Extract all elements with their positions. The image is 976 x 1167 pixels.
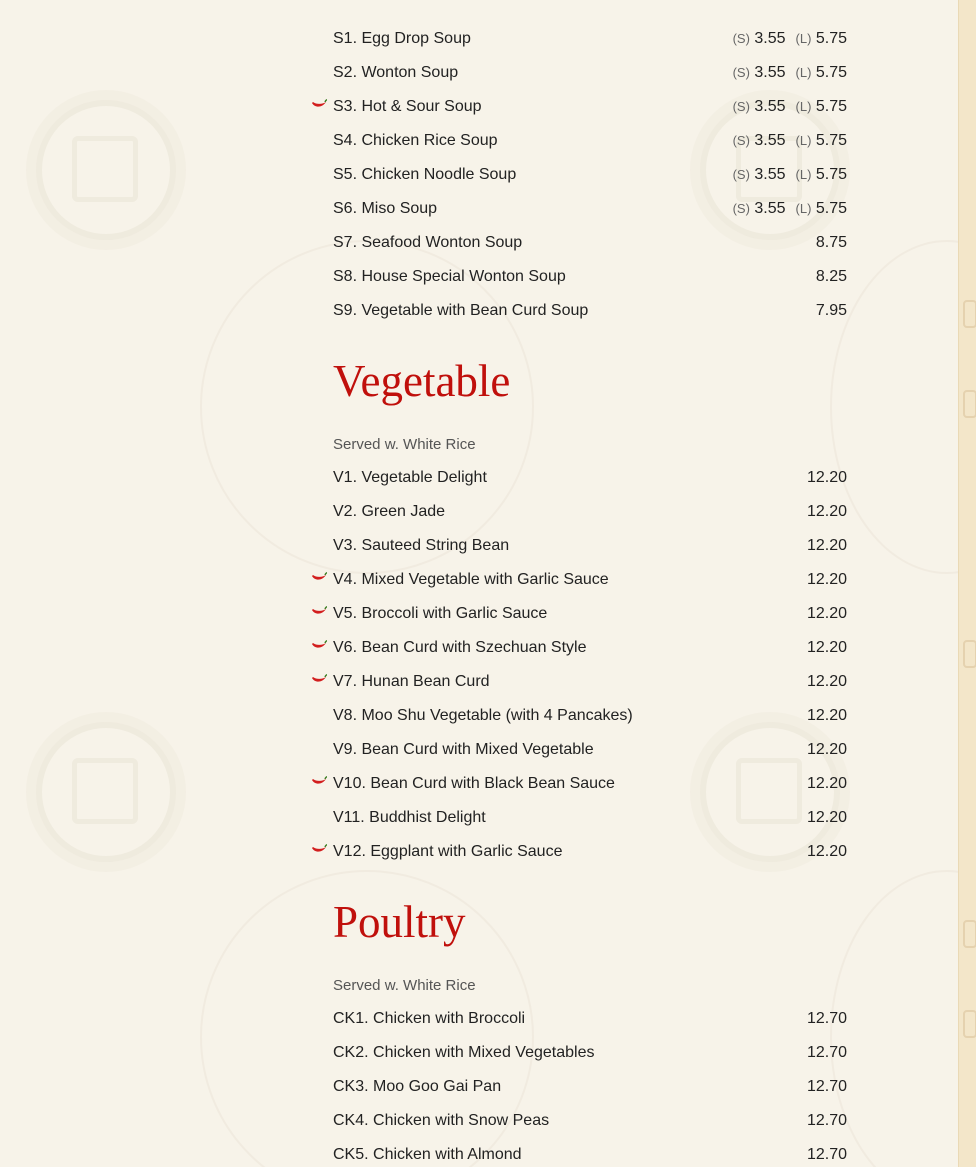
chili-pepper-icon (311, 776, 327, 786)
size-label: (L) (795, 167, 812, 182)
menu-item[interactable] (333, 131, 847, 165)
section-title: Vegetable (333, 356, 511, 406)
menu-item[interactable] (333, 301, 847, 335)
chili-pepper-icon (311, 844, 327, 854)
menu-item[interactable] (333, 199, 847, 233)
item-name: V2. Green Jade (333, 503, 446, 520)
size-label: (L) (795, 133, 812, 148)
menu-item[interactable] (333, 570, 847, 604)
size-label: (L) (795, 65, 812, 80)
item-name: V4. Mixed Vegetable with Garlic Sauce (333, 571, 609, 588)
section-subtitle: Served w. White Rice (333, 436, 476, 453)
medallion-decoration (36, 722, 176, 862)
item-price: 12.20 (806, 741, 847, 758)
item-price-group (733, 165, 847, 185)
item-name: V7. Hunan Bean Curd (333, 673, 490, 690)
small-price: 3.55 (754, 98, 786, 115)
menu-item[interactable] (333, 638, 847, 672)
item-name: V5. Broccoli with Garlic Sauce (333, 605, 548, 622)
large-price: 5.75 (815, 64, 847, 81)
menu-item[interactable] (333, 165, 847, 199)
item-price: 12.20 (806, 809, 847, 826)
item-name: S1. Egg Drop Soup (333, 30, 471, 47)
item-name: S7. Seafood Wonton Soup (333, 234, 523, 251)
menu-item[interactable] (333, 502, 847, 536)
item-price: 12.20 (806, 605, 847, 622)
item-name: S6. Miso Soup (333, 200, 438, 217)
item-name: S2. Wonton Soup (333, 64, 459, 81)
size-label: (S) (732, 99, 750, 114)
menu-item[interactable] (333, 233, 847, 267)
item-name: CK4. Chicken with Snow Peas (333, 1112, 550, 1129)
item-price: 12.20 (806, 707, 847, 724)
item-price: 8.25 (815, 268, 847, 285)
small-price: 3.55 (754, 30, 786, 47)
menu-item[interactable] (333, 267, 847, 301)
item-price-group (733, 29, 847, 49)
item-name: V11. Buddhist Delight (333, 809, 486, 826)
medallion-decoration (36, 100, 176, 240)
menu-item[interactable] (333, 740, 847, 774)
item-price-group (733, 63, 847, 83)
item-name: CK3. Moo Goo Gai Pan (333, 1078, 502, 1095)
item-name: S9. Vegetable with Bean Curd Soup (333, 302, 589, 319)
item-price: 7.95 (815, 302, 847, 319)
small-price: 3.55 (754, 64, 786, 81)
size-label: (S) (732, 65, 750, 80)
large-price: 5.75 (815, 200, 847, 217)
section-title: Poultry (333, 897, 466, 947)
item-name: V8. Moo Shu Vegetable (with 4 Pancakes) (333, 707, 633, 724)
size-label: (S) (732, 133, 750, 148)
section-subtitle: Served w. White Rice (333, 977, 476, 994)
menu-item[interactable] (333, 808, 847, 842)
item-price: 12.70 (806, 1146, 847, 1163)
menu-item[interactable] (333, 536, 847, 570)
item-price: 12.20 (806, 537, 847, 554)
item-name: V1. Vegetable Delight (333, 469, 487, 486)
menu-item[interactable] (333, 1043, 847, 1077)
item-price: 12.70 (806, 1010, 847, 1027)
chili-pepper-icon (311, 640, 327, 650)
small-price: 3.55 (754, 166, 786, 183)
menu-item[interactable] (333, 672, 847, 706)
right-border-ornament (958, 0, 976, 1167)
size-label: (L) (795, 31, 812, 46)
item-price-group (733, 131, 847, 151)
item-name: S4. Chicken Rice Soup (333, 132, 498, 149)
size-label: (S) (732, 201, 750, 216)
large-price: 5.75 (815, 98, 847, 115)
menu-item[interactable] (333, 1145, 847, 1167)
item-price: 12.20 (806, 571, 847, 588)
item-price: 8.75 (815, 234, 847, 251)
item-name: V6. Bean Curd with Szechuan Style (333, 639, 587, 656)
chili-pepper-icon (311, 674, 327, 684)
item-price-group (733, 199, 847, 219)
item-price-group (733, 97, 847, 117)
menu-item[interactable] (333, 1077, 847, 1111)
item-price: 12.70 (806, 1044, 847, 1061)
item-price: 12.20 (806, 639, 847, 656)
menu-item[interactable] (333, 29, 847, 63)
size-label: (L) (795, 99, 812, 114)
item-name: S5. Chicken Noodle Soup (333, 166, 517, 183)
item-price: 12.20 (806, 469, 847, 486)
menu-item[interactable] (333, 468, 847, 502)
item-name: CK5. Chicken with Almond (333, 1146, 522, 1163)
item-price: 12.20 (806, 843, 847, 860)
item-name: V12. Eggplant with Garlic Sauce (333, 843, 563, 860)
item-price: 12.20 (806, 673, 847, 690)
small-price: 3.55 (754, 132, 786, 149)
menu-item[interactable] (333, 1009, 847, 1043)
size-label: (S) (732, 31, 750, 46)
item-name: V9. Bean Curd with Mixed Vegetable (333, 741, 594, 758)
item-name: S3. Hot & Sour Soup (333, 98, 482, 115)
item-name: S8. House Special Wonton Soup (333, 268, 566, 285)
chili-pepper-icon (311, 99, 327, 109)
swirl-decoration (830, 240, 958, 574)
item-price: 12.20 (806, 775, 847, 792)
chili-pepper-icon (311, 606, 327, 616)
menu-item[interactable] (333, 842, 847, 876)
item-name: CK1. Chicken with Broccoli (333, 1010, 526, 1027)
menu-item[interactable] (333, 63, 847, 97)
menu-item[interactable] (333, 1111, 847, 1145)
large-price: 5.75 (815, 30, 847, 47)
large-price: 5.75 (815, 166, 847, 183)
menu-item[interactable] (333, 604, 847, 638)
item-name: CK2. Chicken with Mixed Vegetables (333, 1044, 595, 1061)
item-price: 12.70 (806, 1078, 847, 1095)
item-name: V3. Sauteed String Bean (333, 537, 510, 554)
item-name: V10. Bean Curd with Black Bean Sauce (333, 775, 615, 792)
item-price: 12.20 (806, 503, 847, 520)
menu-item[interactable] (333, 706, 847, 740)
menu-item[interactable] (333, 774, 847, 808)
swirl-decoration (830, 870, 958, 1167)
item-price: 12.70 (806, 1112, 847, 1129)
size-label: (S) (732, 167, 750, 182)
size-label: (L) (795, 201, 812, 216)
small-price: 3.55 (754, 200, 786, 217)
menu-item[interactable] (333, 97, 847, 131)
large-price: 5.75 (815, 132, 847, 149)
chili-pepper-icon (311, 572, 327, 582)
